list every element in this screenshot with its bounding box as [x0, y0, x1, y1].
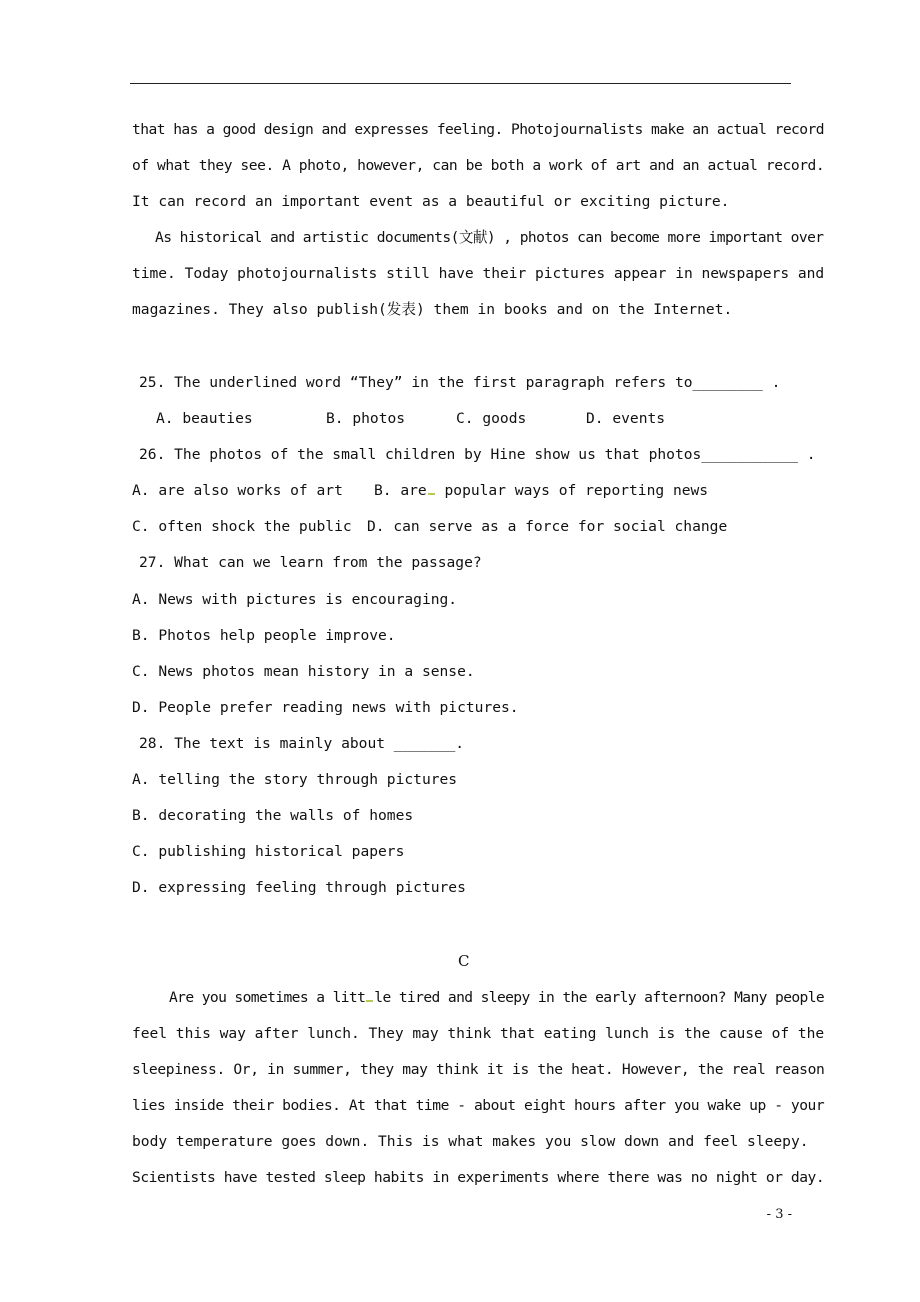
highlight-mark — [428, 493, 435, 495]
question-28-stem: 28. The text is mainly about _______. — [139, 735, 465, 752]
question-27-option-d: D. People prefer reading news with pictures. — [132, 699, 519, 716]
header-rule — [130, 83, 791, 84]
passage-c-line-3: sleepiness. Or, in summer, they may think it is the heat. However, the real reason — [132, 1061, 825, 1078]
question-27-option-b: B. Photos help people improve. — [132, 627, 396, 644]
question-27-option-c: C. News photos mean history in a sense. — [132, 663, 475, 680]
question-26-stem: 26. The photos of the small children by Hine show us that photos___________ . — [139, 446, 816, 463]
question-27-option-a: A. News with pictures is encouraging. — [132, 591, 458, 608]
passage-c-line-2: feel this way after lunch. They may think that eating lunch is the cause of the — [132, 1025, 825, 1042]
passage-b-line-6: magazines. They also publish(发表) them in books and on the Internet. — [132, 301, 733, 318]
question-25-option-d: D. events — [586, 410, 666, 427]
passage-b-line-2: of what they see. A photo, however, can be both a work of art and an actual record. — [132, 157, 825, 174]
question-26-option-b-post: popular ways of reporting news — [435, 482, 709, 499]
passage-b-line-3: It can record an important event as a beautiful or exciting picture. — [132, 193, 730, 210]
question-28-option-a: A. telling the story through pictures — [132, 771, 458, 788]
passage-b-line-4: As historical and artistic documents(文献) , photos can become more important over — [155, 229, 824, 246]
question-25-option-a: A. beauties — [156, 410, 253, 427]
passage-c-line-1 — [169, 988, 824, 1008]
question-27-stem: 27. What can we learn from the passage? — [139, 554, 482, 571]
passage-c-line-5: body temperature goes down. This is what makes you slow down and feel sleepy. — [132, 1133, 809, 1150]
passage-c-line-1-post: le tired and sleepy in the early afternoon? Many people — [374, 989, 825, 1006]
question-28-option-c: C. publishing historical papers — [132, 843, 405, 860]
question-26-option-c: C. often shock the public — [132, 518, 352, 535]
question-26-option-b-pre: B. are — [374, 482, 427, 499]
question-25-option-b: B. photos — [326, 410, 406, 427]
passage-c-line-1-pre: Are you sometimes a litt — [169, 989, 366, 1006]
question-25-option-c: C. goods — [456, 410, 527, 427]
highlight-mark — [366, 1000, 373, 1002]
question-25-stem: 25. The underlined word “They” in the first paragraph refers to________ . — [139, 374, 781, 391]
passage-c-line-4: lies inside their bodies. At that time - about eight hours after you wake up - your — [132, 1097, 825, 1114]
passage-c-line-6: Scientists have tested sleep habits in experiments where there was no night or day. — [132, 1169, 825, 1186]
question-26-option-a: A. are also works of art — [132, 482, 343, 499]
question-28-option-b: B. decorating the walls of homes — [132, 807, 414, 824]
section-c-heading: C — [458, 952, 470, 970]
question-26-option-d: D. can serve as a force for social change — [367, 518, 728, 535]
question-28-option-d: D. expressing feeling through pictures — [132, 879, 466, 896]
passage-b-line-1: that has a good design and expresses feeling. Photojournalists make an actual record — [132, 121, 825, 138]
passage-b-line-5: time. Today photojournalists still have their pictures appear in newspapers and — [132, 265, 825, 282]
question-26-option-b — [374, 481, 708, 501]
page-number: - 3 - — [766, 1207, 792, 1222]
